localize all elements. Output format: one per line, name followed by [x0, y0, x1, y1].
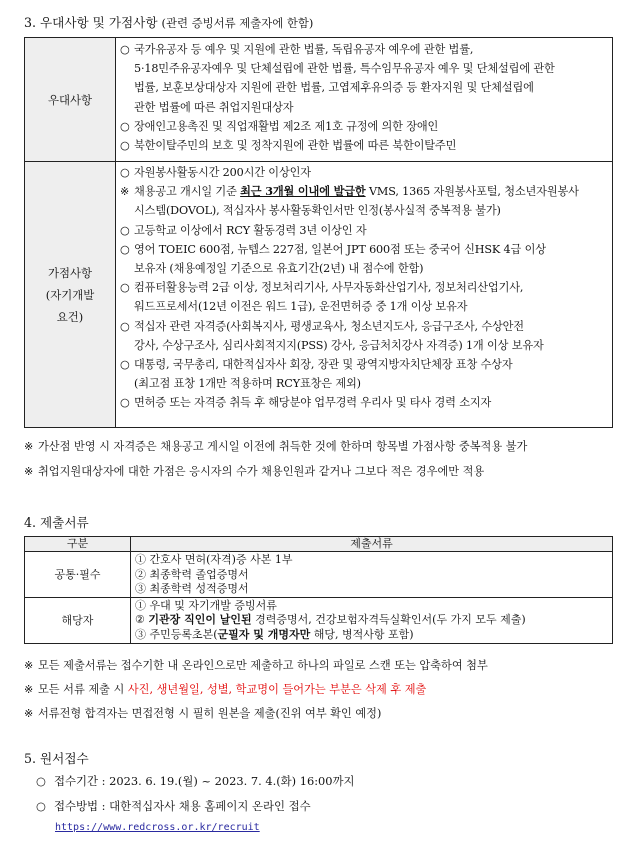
preference-bonus-table [24, 37, 613, 428]
bonus-item-volunteer-certificate: ※ 채용공고 개시일 기준 최근 3개월 이내에 발급한 VMS, 1365 자원봉사포털, 청소년자원봉사 [120, 184, 579, 199]
bonus-item-redcross-cert: ○ 적십자 관련 자격증(사회복지사, 평생교육사, 청소년지도사, 응급구조사, 수상안전 [120, 319, 524, 333]
preference-content: ○ 국가유공자 등 예우 및 지원에 관한 법률, 독립유공자 예우에 관한 법률, 5·18민주유공자예우 및 단체설립에 관한 법률, 특수임무유공자 예우 및 단체설립에 관한 법률, 보훈보상대상자 지원에 관한 법률, 고엽제후유의증 등 환자지원 및 단체설립에 관한 법률에 따른 취업지원대상자 ○ 장애인고용촉진 및 직업재활법 제2조 제1호 규정에 의한 장애인 ○ 북한이탈주민의 보호 및 정착지원에 관한 법률에 따른 북한이탈주민 [116, 38, 613, 162]
section3-title: 3. 우대사항 및 가점사항 (관련 증빙서류 제출자에 한함) [24, 15, 314, 30]
application-method: ○ 접수방법 : 대한적십자사 채용 홈페이지 온라인 접수 [36, 799, 311, 813]
documents-header-category: 구분 [25, 537, 131, 552]
bonus-label: 가점사항 (자기개발 요건) [25, 162, 116, 428]
section4-title: 4. 제출서류 [24, 515, 89, 530]
bonus-item-rcy: ○ 고등학교 이상에서 RCY 활동경력 3년 이상인 자 [120, 223, 367, 237]
bonus-content: ○ 자원봉사활동시간 200시간 이상인자 ※ 채용공고 개시일 기준 최근 3개월 이내에 발급한 VMS, 1365 자원봉사포털, 청소년자원봉사 시스템(DOVOL), 적십자사 봉사활동확인서만 인정(봉사실적 중복적용 불가) ○ 고등학교 이상에서 RCY 활동경력 3년 이상인 자 ○ 영어 TOEIC 600점, 뉴텝스 227점, 일본어 JPT 600점 또는 중국어 신HSK 4급 이상 보유자 (채용예정일 기준으로 유효기간(2년) 내 점수에 한함) ○ 컴퓨터활용능력 2급 이상, 정보처리기사, 사무자동화산업기사, 정보처리산업기사, 워드프로세서(12년 이전은 워드 1급), 운전면허증 중 1개 이상 보유자 ○ 적십자 관련 자격증(사회복지사, 평생교육사, 청소년지도사, 응급구조사, 수상안전 강사, 수상구조사, 심리사회적지지(PSS) 강사, 응급처치강사 자격증) 1개 이상 보유자 ○ 대통령, 국무총리, 대한적십자사 회장, 장관 및 광역지방자치단체장 표창 수상자 (최고점 표창 1개만 적용하며 RCY표창은 제외) ○ 면허증 또는 자격증 취득 후 해당분야 업무경력 우리사 및 타사 경력 소지자 [116, 162, 613, 428]
section4-note-2: ※ 모든 서류 제출 시 사진, 생년월일, 성별, 학교명이 들어가는 부분은 삭제 후 제출 [24, 683, 427, 696]
section4-note-3: ※ 서류전형 합격자는 면접전형 시 필히 원본을 제출(진위 여부 확인 예정) [24, 707, 382, 720]
bonus-item-experience: ○ 면허증 또는 자격증 취득 후 해당분야 업무경력 우리사 및 타사 경력 소지자 [120, 396, 492, 410]
bonus-item-language: ○ 영어 TOEIC 600점, 뉴텝스 227점, 일본어 JPT 600점 또는 중국어 신HSK 4급 이상 [120, 242, 546, 256]
section3-note-2: ※ 취업지원대상자에 대한 가점은 응시자의 수가 채용인원과 같거나 그보다 적은 경우에만 적용 [24, 465, 485, 478]
recruit-link[interactable]: https://www.redcross.or.kr/recruit [55, 822, 260, 833]
bonus-item-award: ○ 대통령, 국무총리, 대한적십자사 회장, 장관 및 광역지방자치단체장 표창 수상자 [120, 357, 513, 371]
section5-title: 5. 원서접수 [24, 751, 89, 766]
documents-applicable-list: ① 우대 및 자기개발 증빙서류 ② 기관장 직인이 날인된 경력증명서, 건강보험자격득실확인서(두 가지 모두 제출) ③ 주민등록초본(군필자 및 개명자만 해당, 병적사항 포함) [131, 597, 613, 643]
preference-item-1: ○ 국가유공자 등 예우 및 지원에 관한 법률, 독립유공자 예우에 관한 법률, [120, 43, 474, 56]
preference-item-2: ○ 장애인고용촉진 및 직업재활법 제2조 제1호 규정에 의한 장애인 [120, 119, 439, 133]
bonus-item-volunteer-hours: ○ 자원봉사활동시간 200시간 이상인자 [120, 166, 311, 179]
section3-note-1: ※ 가산점 반영 시 자격증은 채용공고 게시일 이전에 취득한 것에 한하며 항목별 가점사항 중복적용 불가 [24, 440, 528, 453]
section4-note-1: ※ 모든 제출서류는 접수기한 내 온라인으로만 제출하고 하나의 파일로 스캔 또는 압축하여 첨부 [24, 659, 488, 672]
bonus-item-computer: ○ 컴퓨터활용능력 2급 이상, 정보처리기사, 사무자동화산업기사, 정보처리산업기사, [120, 281, 524, 295]
documents-common-list: ① 간호사 면허(자격)증 사본 1부 ② 최종학력 졸업증명서 ③ 최종학력 성적증명서 [131, 552, 613, 598]
documents-header-documents: 제출서류 [131, 537, 613, 552]
documents-applicable-label: 해당자 [25, 597, 131, 643]
documents-common-label: 공통·필수 [25, 552, 131, 598]
application-period: ○ 접수기간 : 2023. 6. 19.(월) ~ 2023. 7. 4.(화) 16:00까지 [36, 774, 355, 788]
preference-label: 우대사항 [25, 38, 116, 162]
preference-item-3: ○ 북한이탈주민의 보호 및 정착지원에 관한 법률에 따른 북한이탈주민 [120, 138, 457, 152]
documents-table [24, 536, 613, 644]
